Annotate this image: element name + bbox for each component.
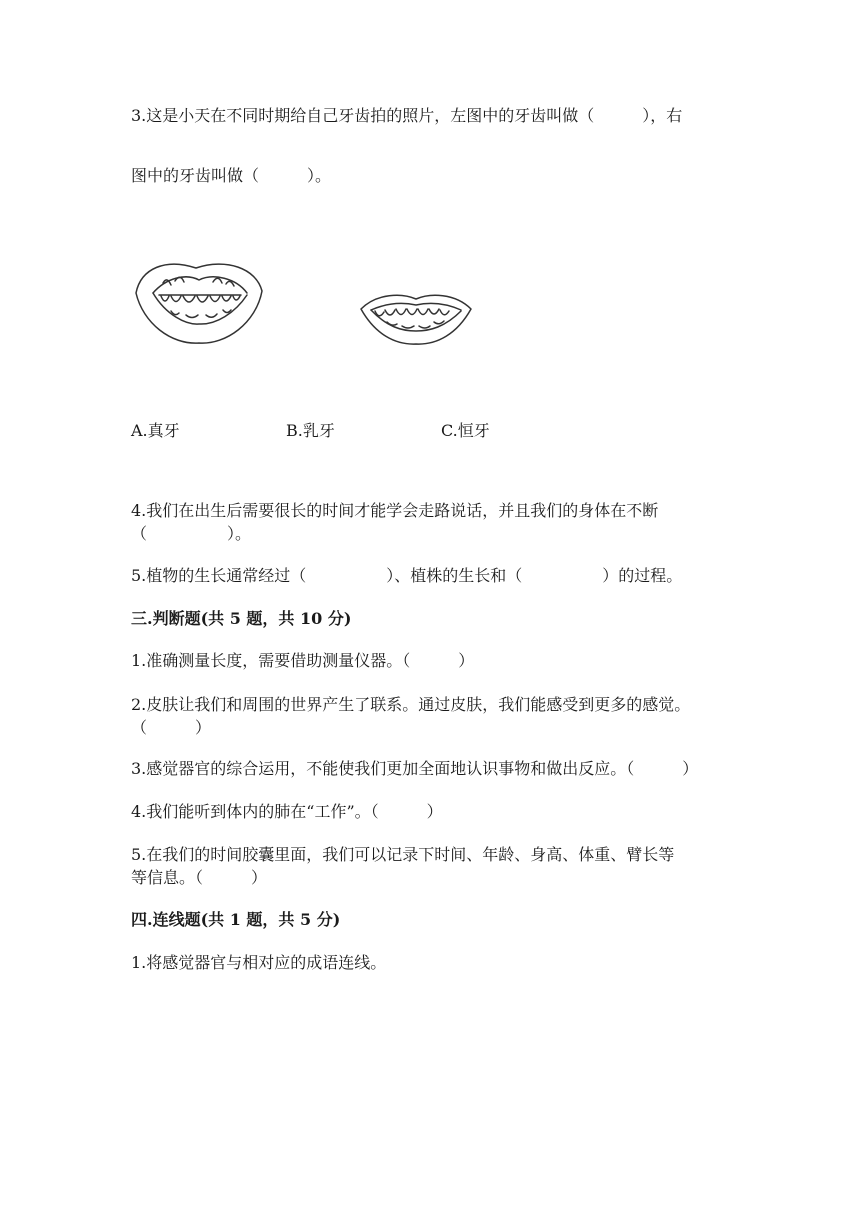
left-teeth-illustration xyxy=(131,253,267,348)
option-b: B.乳牙 xyxy=(286,421,335,440)
right-teeth-illustration xyxy=(357,289,475,349)
section-3-heading: 三.判断题(共 5 题，共 10 分) xyxy=(131,609,352,628)
q5-line-1: 5.植物的生长通常经过（ ）、植株的生长和（ ）的过程。 xyxy=(131,566,683,585)
judge-item-2-line-1: 2.皮肤让我们和周围的世界产生了联系。通过皮肤，我们能感受到更多的感觉。 xyxy=(131,695,691,714)
q4-line-2: （ ）。 xyxy=(131,524,252,543)
judge-item-4: 4.我们能听到体内的肺在“工作”。（ ） xyxy=(131,802,443,821)
section-4-heading: 四.连线题(共 1 题，共 5 分) xyxy=(131,910,341,929)
judge-item-1: 1.准确测量长度，需要借助测量仪器。（ ） xyxy=(131,651,475,670)
judge-item-3: 3.感觉器官的综合运用，不能使我们更加全面地认识事物和做出反应。（ ） xyxy=(131,759,699,778)
option-c: C.恒牙 xyxy=(441,421,490,440)
judge-item-2-line-2: （ ） xyxy=(131,718,212,737)
match-item-1: 1.将感觉器官与相对应的成语连线。 xyxy=(131,953,387,972)
judge-item-5-line-2: 等信息。（ ） xyxy=(131,868,268,887)
q3-line-1: 3.这是小天在不同时期给自己牙齿拍的照片，左图中的牙齿叫做（ ），右 xyxy=(131,106,683,125)
option-a: A.真牙 xyxy=(131,421,180,440)
q3-line-2: 图中的牙齿叫做（ ）。 xyxy=(131,166,332,185)
judge-item-5-line-1: 5.在我们的时间胶囊里面，我们可以记录下时间、年龄、身高、体重、臂长等 xyxy=(131,845,675,864)
q4-line-1: 4.我们在出生后需要很长的时间才能学会走路说话，并且我们的身体在不断 xyxy=(131,501,659,520)
